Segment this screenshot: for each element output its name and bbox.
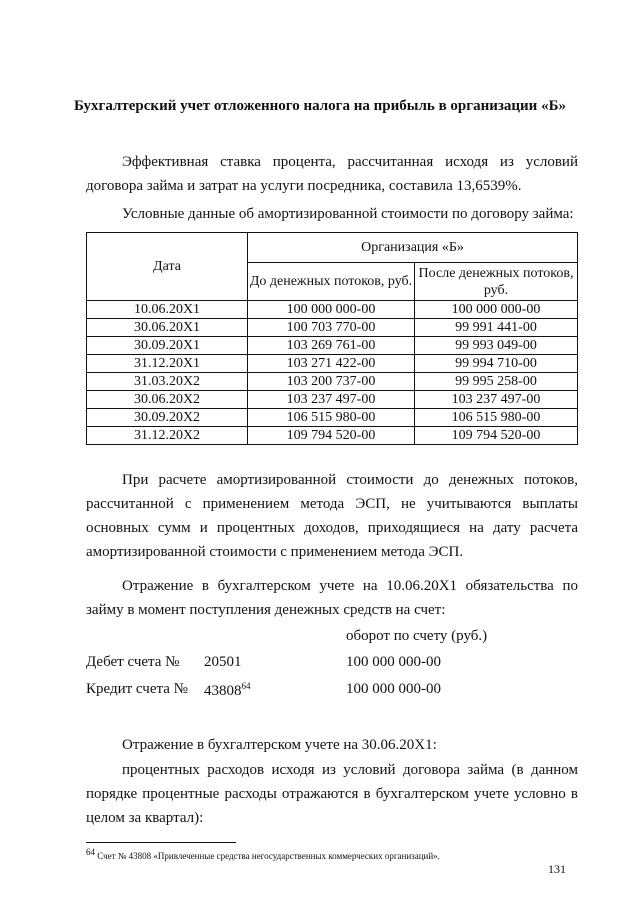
cell-date: 31.03.20X2: [87, 373, 248, 391]
paragraph-effective-rate: Эффективная ставка процента, рассчитанная исходя из условий договора займа и затрат на услуги посредника, составила 13,6539%.: [86, 154, 578, 194]
debit-amount: 100 000 000-00: [346, 654, 441, 670]
cell-before: 103 269 761-00: [248, 337, 415, 355]
header-after-cashflows: После денежных потоков, руб.: [415, 263, 578, 301]
cell-date: 31.12.20X1: [87, 355, 248, 373]
table-row: [87, 337, 578, 355]
debit-label: Дебет счета №: [86, 654, 180, 670]
cell-date: 31.12.20X2: [87, 427, 248, 445]
turnover-label: оборот по счету (руб.): [346, 628, 488, 644]
table-row: [87, 427, 578, 445]
table-row: [87, 319, 578, 337]
footnote-text: Счет № 43808 «Привлеченные средства негосударственных коммерческих организаций».: [97, 851, 440, 861]
cell-date: 30.06.20X1: [87, 319, 248, 337]
cell-date: 30.06.20X2: [87, 391, 248, 409]
cell-before: 106 515 980-00: [248, 409, 415, 427]
paragraph-esp-method: При расчете амортизированной стоимости до денежных потоков, рассчитанной с применением метода ЭСП, не учитываются выплаты основных сумм и процентных доходов, приходящиеся на дату расчета амортизированной стоимости с применением метода ЭСП.: [86, 472, 578, 560]
cell-date: 30.09.20X1: [87, 337, 248, 355]
credit-label: Кредит счета №: [86, 681, 188, 697]
cell-date: 30.09.20X2: [87, 409, 248, 427]
header-organization: Организация «Б»: [248, 233, 578, 263]
cell-after: 99 993 049-00: [415, 337, 578, 355]
cell-after: 99 991 441-00: [415, 319, 578, 337]
header-date: Дата: [87, 233, 248, 301]
cell-after: 100 000 000-00: [415, 301, 578, 319]
footnote-number: 64: [86, 847, 95, 857]
credit-account-wrap: [204, 681, 251, 700]
cell-before: 100 000 000-00: [248, 301, 415, 319]
debit-account: 20501: [204, 654, 242, 670]
footnote-divider: [86, 842, 236, 843]
cell-before: 103 200 737-00: [248, 373, 415, 391]
paragraph-table-intro: Условные данные об амортизированной стоимости по договору займа:: [122, 206, 574, 222]
footnote-ref: 64: [241, 681, 251, 691]
credit-account: 43808: [204, 683, 242, 699]
credit-amount: 100 000 000-00: [346, 681, 441, 697]
cell-before: 103 237 497-00: [248, 391, 415, 409]
table-row: [87, 391, 578, 409]
paragraph-interest-expenses: процентных расходов исходя из условий договора займа (в данном порядке процентные расходы отражаются в бухгалтерском учете условно в целом за квартал):: [86, 762, 578, 826]
cell-after: 99 994 710-00: [415, 355, 578, 373]
cell-before: 109 794 520-00: [248, 427, 415, 445]
table-row: [87, 355, 578, 373]
paragraph-posting-30-06: Отражение в бухгалтерском учете на 30.06.20X1:: [122, 737, 437, 753]
header-before-cashflows: До денежных потоков, руб.: [248, 263, 415, 301]
table-row: [87, 409, 578, 427]
cell-before: 100 703 770-00: [248, 319, 415, 337]
paragraph-posting-10-06: Отражение в бухгалтерском учете на 10.06.20X1 обязательства по займу в момент поступления денежных средств на счет:: [86, 578, 578, 618]
cell-after: 99 995 258-00: [415, 373, 578, 391]
cell-date: 10.06.20X1: [87, 301, 248, 319]
section-title: Бухгалтерский учет отложенного налога на прибыль в организации «Б»: [74, 98, 566, 114]
table-row: [87, 373, 578, 391]
cell-before: 103 271 422-00: [248, 355, 415, 373]
footnote: [86, 847, 440, 861]
cell-after: 103 237 497-00: [415, 391, 578, 409]
table-row: [87, 301, 578, 319]
amortized-cost-table: [86, 232, 578, 445]
cell-after: 109 794 520-00: [415, 427, 578, 445]
page-number: 131: [548, 862, 566, 876]
cell-after: 106 515 980-00: [415, 409, 578, 427]
